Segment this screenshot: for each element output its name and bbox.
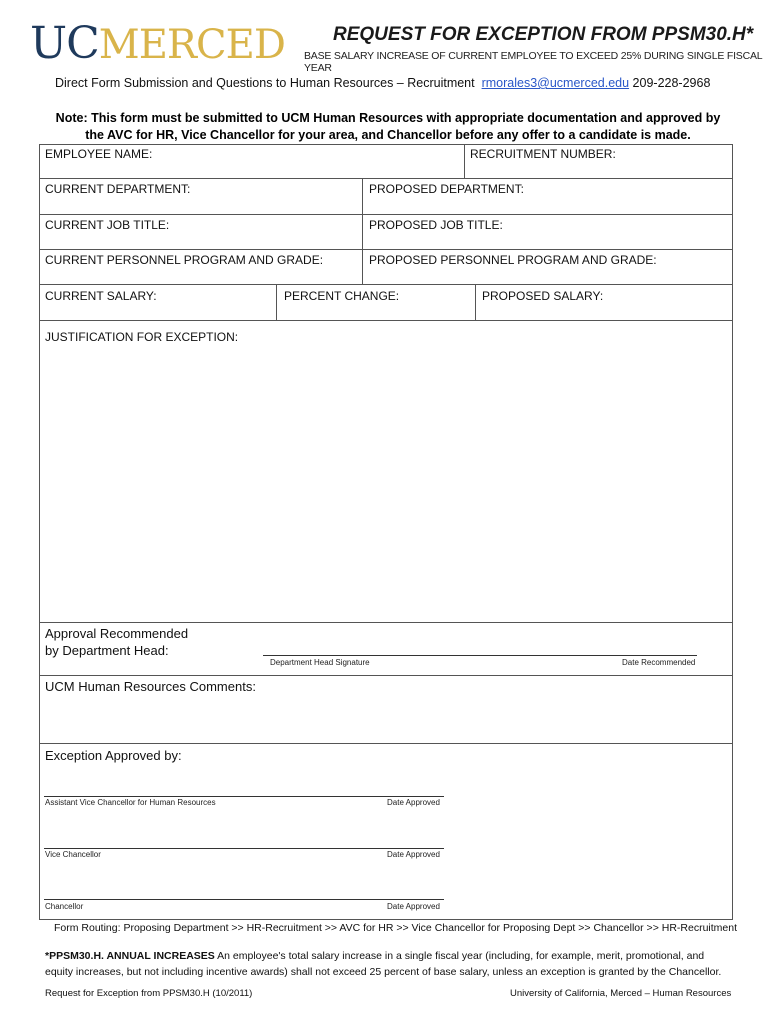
form-title: REQUEST FOR EXCEPTION FROM PPSM30.H*: [333, 24, 754, 45]
vc-date-label: Date Approved: [387, 850, 440, 859]
footnote: [45, 948, 725, 980]
avc-signature-line[interactable]: [44, 796, 444, 797]
vc-signature-line[interactable]: [44, 848, 444, 849]
logo-uc-text: UC: [30, 18, 99, 69]
hr-comments-field[interactable]: UCM Human Resources Comments:: [45, 679, 256, 694]
avc-date-label: Date Approved: [387, 798, 440, 807]
employee-name-field[interactable]: EMPLOYEE NAME:: [45, 147, 153, 161]
logo-merced-text: MERCED: [98, 22, 285, 68]
proposed-program-field[interactable]: PROPOSED PERSONNEL PROGRAM AND GRADE:: [369, 253, 657, 267]
approval-line2: by Department Head:: [45, 643, 169, 658]
submission-note: Note: This form must be submitted to UCM Human Resources with appropriate documentation and approved by the AVC for HR, Vice Chancellor for your area, and Chancellor before any offer to a candidate is made.: [55, 111, 721, 142]
dept-head-signature-label: Department Head Signature: [270, 658, 370, 667]
chancellor-date-label: Date Approved: [387, 902, 440, 911]
contact-text: Direct Form Submission and Questions to Human Resources – Recruitment: [55, 76, 475, 90]
form-routing: Form Routing: Proposing Department >> HR-Recruitment >> AVC for HR >> Vice Chancellor for Proposing Dept >> Chancellor >> HR-Recruitment: [54, 922, 738, 934]
email-link[interactable]: rmorales3@ucmerced.edu: [481, 76, 630, 90]
approval-line1: Approval Recommended: [45, 626, 189, 641]
footer-right: University of California, Merced – Human Resources: [510, 988, 732, 999]
chancellor-signature-line[interactable]: [44, 899, 444, 900]
exception-heading: Exception Approved by:: [45, 748, 182, 763]
footnote-text: An employee's total salary increase in a single fiscal year (including, for example, merit, promotional, and equity increases, but not including incentive awards) shall not exceed 25 percent of base salary, unless an exception is granted by the Chancellor.: [45, 950, 722, 978]
recruitment-number-field[interactable]: RECRUITMENT NUMBER:: [470, 147, 616, 161]
date-recommended-label: Date Recommended: [622, 658, 696, 667]
phone-number: 209-228-2968: [632, 76, 711, 90]
current-job-title-field[interactable]: CURRENT JOB TITLE:: [45, 218, 170, 232]
avc-role-label: Assistant Vice Chancellor for Human Resources: [45, 798, 216, 807]
justification-field[interactable]: JUSTIFICATION FOR EXCEPTION:: [45, 330, 239, 344]
dept-head-signature-line[interactable]: [263, 655, 697, 656]
form-subtitle: BASE SALARY INCREASE OF CURRENT EMPLOYEE TO EXCEED 25% DURING SINGLE FISCAL YEAR: [304, 50, 763, 74]
chancellor-role-label: Chancellor: [45, 902, 84, 911]
current-program-field[interactable]: CURRENT PERSONNEL PROGRAM AND GRADE:: [45, 253, 324, 267]
footnote-bold: *PPSM30.H. ANNUAL INCREASES: [45, 950, 215, 962]
current-salary-field[interactable]: CURRENT SALARY:: [45, 289, 157, 303]
footer-left: Request for Exception from PPSM30.H (10/2011): [45, 988, 253, 999]
ucmerced-logo: [30, 18, 285, 69]
vc-role-label: Vice Chancellor: [45, 850, 101, 859]
proposed-department-field[interactable]: PROPOSED DEPARTMENT:: [369, 182, 524, 196]
contact-line: [55, 76, 710, 90]
current-department-field[interactable]: CURRENT DEPARTMENT:: [45, 182, 191, 196]
proposed-job-title-field[interactable]: PROPOSED JOB TITLE:: [369, 218, 503, 232]
percent-change-field[interactable]: PERCENT CHANGE:: [284, 289, 400, 303]
proposed-salary-field[interactable]: PROPOSED SALARY:: [482, 289, 604, 303]
